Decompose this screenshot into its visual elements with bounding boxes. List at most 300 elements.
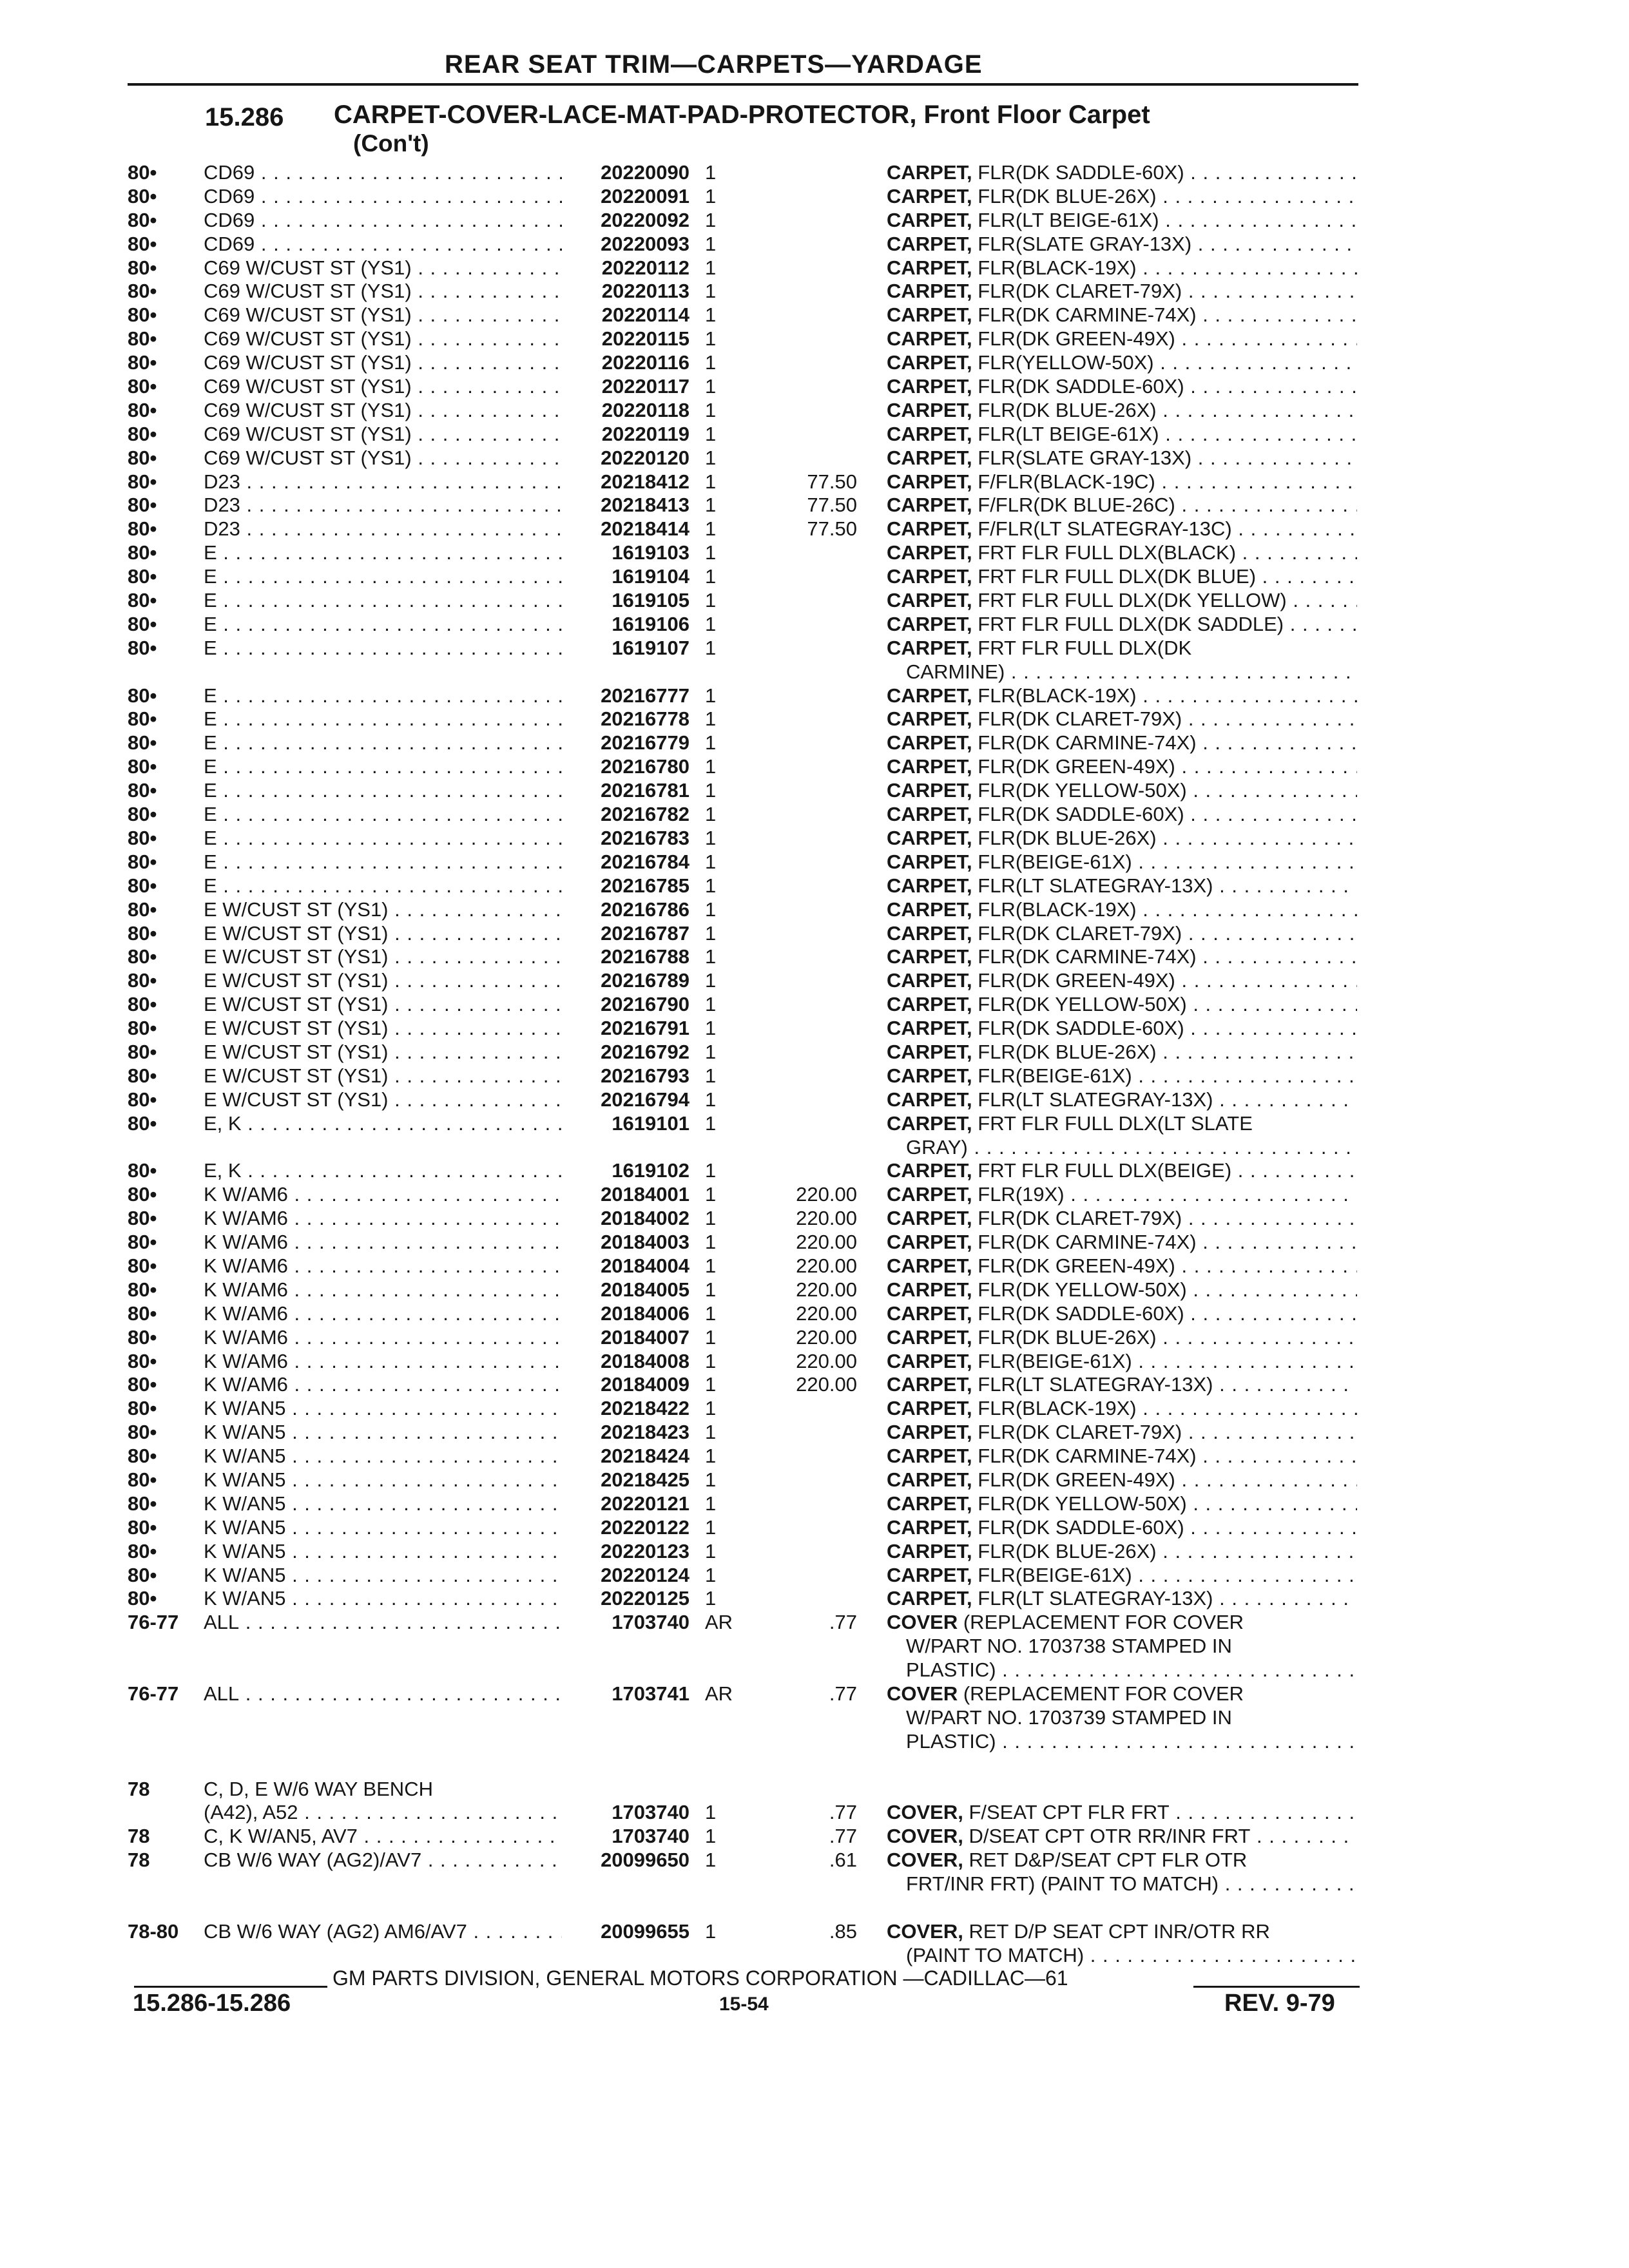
table-row — [0, 423, 1629, 447]
description-keyword: CARPET, — [887, 351, 972, 374]
description-text: FLR(LT BEIGE-61X) — [972, 208, 1159, 231]
part-number-cell: 20220125 — [601, 1587, 689, 1610]
year-cell: 80• — [128, 993, 157, 1016]
table-row — [0, 399, 1629, 423]
part-number-cell: 20220121 — [601, 1492, 689, 1515]
description-cell — [887, 1112, 1357, 1136]
part-number-cell: 20220093 — [601, 232, 689, 255]
model-cell: C69 W/CUST ST (YS1) . . . — [204, 423, 562, 447]
year-cell: 80• — [128, 1183, 157, 1206]
year-cell: 80• — [128, 755, 157, 778]
part-number-cell: 20218413 — [601, 494, 689, 517]
description-text: FRT/INR FRT) (PAINT TO MATCH) — [906, 1872, 1219, 1896]
table-row — [0, 1706, 1629, 1730]
model-cell: C, D, E W/6 WAY BENCH — [204, 1777, 433, 1800]
parts-list — [0, 161, 1629, 1968]
quantity-cell: 1 — [705, 1825, 717, 1848]
quantity-cell: 1 — [705, 755, 717, 778]
part-number-cell: 1619103 — [612, 541, 689, 564]
description-keyword: CARPET, — [887, 850, 972, 873]
description-cell — [906, 1944, 1357, 1968]
description-keyword: CARPET, — [887, 1468, 972, 1491]
description-cell — [887, 1326, 1357, 1350]
price-cell: 220.00 — [796, 1254, 857, 1277]
description-cell — [887, 1682, 1357, 1706]
quantity-cell: 1 — [705, 589, 717, 612]
year-cell: 80• — [128, 1397, 157, 1420]
part-number-cell: 20220122 — [601, 1515, 689, 1539]
description-cell — [887, 470, 1357, 494]
description-cell — [887, 327, 1357, 351]
year-cell: 80• — [128, 1088, 157, 1111]
quantity-cell: 1 — [705, 1801, 717, 1824]
price-cell: .77 — [829, 1611, 857, 1634]
description-cell — [887, 637, 1357, 660]
table-row — [0, 1254, 1629, 1278]
part-number-cell: 20216790 — [601, 993, 689, 1016]
part-number-cell: 20184004 — [601, 1254, 689, 1277]
model-cell: C69 W/CUST ST (YS1) . . . — [204, 327, 562, 351]
model-cell: K W/AM6 . . . — [204, 1231, 562, 1254]
quantity-cell: 1 — [705, 1421, 717, 1444]
description-keyword: CARPET, — [887, 1183, 972, 1206]
model-cell: C69 W/CUST ST (YS1) . . . — [204, 351, 562, 375]
description-cell — [887, 494, 1357, 517]
quantity-cell: 1 — [705, 232, 717, 255]
description-cell — [887, 1231, 1357, 1254]
quantity-cell: 1 — [705, 850, 717, 873]
model-cell: E . . . — [204, 637, 562, 660]
description-text: FLR(DK BLUE-26X) — [972, 184, 1157, 207]
description-cell — [887, 209, 1357, 233]
footer-page-number: 15-54 — [719, 1994, 769, 2015]
model-cell: E W/CUST ST (YS1) . . . — [204, 1088, 562, 1112]
description-text: FRT FLR FULL DLX(BLACK) — [972, 541, 1237, 564]
model-cell: E W/CUST ST (YS1) . . . — [204, 945, 562, 969]
description-keyword: CARPET, — [887, 779, 972, 802]
year-cell: 80• — [128, 1421, 157, 1444]
part-number-cell: 20184007 — [601, 1325, 689, 1349]
table-row — [0, 470, 1629, 494]
description-cell — [887, 1587, 1357, 1611]
part-number-cell: 20216780 — [601, 755, 689, 778]
table-row — [0, 1397, 1629, 1421]
price-cell: 220.00 — [796, 1183, 857, 1206]
part-number-cell: 20220092 — [601, 208, 689, 231]
model-cell: E . . . — [204, 565, 562, 589]
year-cell: 80• — [128, 1064, 157, 1087]
description-text: FRT FLR FULL DLX(DK YELLOW) — [972, 589, 1287, 612]
part-number-cell: 20218424 — [601, 1445, 689, 1468]
table-row — [0, 1088, 1629, 1112]
year-cell: 80• — [128, 351, 157, 374]
year-cell: 80• — [128, 1278, 157, 1301]
table-row — [0, 1159, 1629, 1183]
table-row — [0, 1445, 1629, 1468]
price-cell: 77.50 — [807, 494, 857, 517]
model-cell: C, K W/AN5, AV7 . . . — [204, 1825, 562, 1849]
table-row — [0, 1516, 1629, 1540]
quantity-cell: 1 — [705, 375, 717, 398]
year-cell: 78 — [128, 1825, 150, 1848]
description-text: FLR(LT BEIGE-61X) — [972, 422, 1159, 445]
part-number-cell: 20220119 — [601, 422, 689, 445]
year-cell: 80• — [128, 1445, 157, 1468]
description-keyword: CARPET, — [887, 589, 972, 612]
description-cell — [887, 1421, 1357, 1445]
description-cell — [887, 969, 1357, 993]
description-keyword: CARPET, — [887, 422, 972, 445]
year-cell: 80• — [128, 280, 157, 303]
model-cell: CB W/6 WAY (AG2) AM6/AV7 . . . — [204, 1920, 562, 1944]
quantity-cell: 1 — [705, 280, 717, 303]
quantity-cell: 1 — [705, 517, 717, 541]
table-row — [0, 1064, 1629, 1088]
description-keyword: CARPET, — [887, 1040, 972, 1063]
description-keyword: CARPET, — [887, 1397, 972, 1420]
quantity-cell: 1 — [705, 256, 717, 279]
year-cell: 80• — [128, 1017, 157, 1040]
quantity-cell: 1 — [705, 826, 717, 849]
year-cell: 80• — [128, 1207, 157, 1230]
year-cell: 80• — [128, 541, 157, 564]
model-cell: C69 W/CUST ST (YS1) . . . — [204, 447, 562, 470]
quantity-cell: 1 — [705, 1349, 717, 1372]
quantity-cell: 1 — [705, 1088, 717, 1111]
description-cell — [887, 447, 1357, 470]
table-row — [0, 1658, 1629, 1682]
table-row — [0, 803, 1629, 827]
table-row — [0, 1944, 1629, 1968]
model-cell: CD69 . . . — [204, 185, 562, 209]
year-cell: 80• — [128, 517, 157, 541]
description-cell — [906, 1730, 1357, 1754]
part-number-cell: 20216784 — [601, 850, 689, 873]
description-keyword: CARPET, — [887, 1492, 972, 1515]
price-cell: .85 — [829, 1919, 857, 1943]
description-cell — [887, 1825, 1357, 1849]
quantity-cell: 1 — [705, 874, 717, 897]
model-cell: ALL . . . — [204, 1682, 562, 1706]
year-cell: 80• — [128, 874, 157, 897]
table-row — [0, 1041, 1629, 1064]
description-cell — [887, 684, 1357, 708]
model-cell: K W/AN5 . . . — [204, 1421, 562, 1445]
description-text: FLR(DK CLARET-79X) — [972, 707, 1182, 731]
part-number-cell: 20216793 — [601, 1064, 689, 1087]
description-text: FLR(DK BLUE-26X) — [972, 1325, 1157, 1349]
description-keyword: CARPET, — [887, 184, 972, 207]
table-row — [0, 1136, 1629, 1160]
model-cell: CB W/6 WAY (AG2)/AV7 . . . — [204, 1849, 562, 1872]
description-keyword: CARPET, — [887, 898, 972, 921]
part-number-cell: 20220123 — [601, 1539, 689, 1562]
quantity-cell: 1 — [705, 1064, 717, 1087]
description-text: FLR(BEIGE-61X) — [972, 1064, 1132, 1087]
description-cell — [887, 803, 1357, 827]
quantity-cell: 1 — [705, 327, 717, 351]
description-keyword: CARPET, — [887, 707, 972, 731]
description-cell — [887, 993, 1357, 1017]
description-keyword: CARPET, — [887, 1278, 972, 1301]
description-cell — [887, 779, 1357, 803]
description-text: FLR(BEIGE-61X) — [972, 850, 1132, 873]
description-cell — [887, 375, 1357, 399]
part-number-cell: 20218423 — [601, 1421, 689, 1444]
description-text: FLR(BEIGE-61X) — [972, 1349, 1132, 1372]
description-text: FLR(LT SLATEGRAY-13X) — [972, 1088, 1213, 1111]
year-cell: 80• — [128, 1587, 157, 1610]
table-row — [0, 1373, 1629, 1397]
part-number-cell: 1619107 — [612, 636, 689, 659]
model-cell: K W/AN5 . . . — [204, 1516, 562, 1540]
description-cell — [887, 303, 1357, 327]
part-number-cell: 1703740 — [612, 1825, 689, 1848]
table-row — [0, 494, 1629, 517]
description-text: FRT FLR FULL DLX(DK — [972, 636, 1192, 659]
part-number-cell: 20216787 — [601, 921, 689, 945]
description-keyword: CARPET, — [887, 541, 972, 564]
model-cell: D23 . . . — [204, 517, 562, 541]
quantity-cell: 1 — [705, 1017, 717, 1040]
year-cell: 80• — [128, 1254, 157, 1277]
part-number-cell: 20099650 — [601, 1849, 689, 1872]
quantity-cell: 1 — [705, 1183, 717, 1206]
quantity-cell: 1 — [705, 921, 717, 945]
description-cell — [887, 1064, 1357, 1088]
part-number-cell: 20184008 — [601, 1349, 689, 1372]
model-cell: E . . . — [204, 850, 562, 874]
model-cell: (A42), A52 . . . — [204, 1801, 562, 1825]
table-row — [0, 1326, 1629, 1350]
description-cell — [887, 1540, 1357, 1564]
description-text: FLR(DK YELLOW-50X) — [972, 1278, 1187, 1301]
part-number-cell: 20216777 — [601, 684, 689, 707]
description-text: FLR(SLATE GRAY-13X) — [972, 446, 1192, 469]
description-text: (REPLACEMENT FOR COVER — [958, 1682, 1244, 1705]
description-cell — [887, 565, 1357, 589]
description-keyword: CARPET, — [887, 232, 972, 255]
table-row — [0, 233, 1629, 256]
table-row — [0, 447, 1629, 470]
description-keyword: CARPET, — [887, 161, 972, 184]
part-number-cell: 20216779 — [601, 731, 689, 754]
description-text: FRT FLR FULL DLX(LT SLATE — [972, 1111, 1253, 1135]
year-cell: 80• — [128, 850, 157, 873]
quantity-cell: 1 — [705, 1919, 717, 1943]
description-keyword: CARPET, — [887, 1254, 972, 1277]
part-number-cell: 20216789 — [601, 969, 689, 992]
description-keyword: CARPET, — [887, 1159, 972, 1182]
part-number-cell: 1619102 — [612, 1159, 689, 1182]
price-cell: .77 — [829, 1801, 857, 1824]
description-keyword: COVER, — [887, 1849, 963, 1872]
model-cell: E W/CUST ST (YS1) . . . — [204, 898, 562, 922]
quantity-cell: 1 — [705, 803, 717, 826]
description-text: FLR(19X) — [972, 1183, 1065, 1206]
table-row — [0, 993, 1629, 1017]
part-number-cell: 20184003 — [601, 1231, 689, 1254]
quantity-cell: 1 — [705, 1587, 717, 1610]
table-row — [0, 1587, 1629, 1611]
table-row — [0, 1540, 1629, 1564]
table-row — [0, 280, 1629, 303]
section-title-rest: Front Floor Carpet — [916, 101, 1150, 129]
description-cell — [887, 1302, 1357, 1326]
description-text: FLR(BLACK-19X) — [972, 898, 1137, 921]
description-cell — [906, 1872, 1357, 1896]
model-cell: K W/AM6 . . . — [204, 1254, 562, 1278]
model-cell: K W/AN5 . . . — [204, 1445, 562, 1468]
table-row — [0, 303, 1629, 327]
year-cell: 80• — [128, 470, 157, 493]
description-cell — [887, 1373, 1357, 1397]
table-row — [0, 731, 1629, 755]
description-keyword: CARPET, — [887, 731, 972, 754]
quantity-cell: 1 — [705, 1849, 717, 1872]
footer-revision: REV. 9-79 — [1224, 1990, 1335, 2017]
table-row — [0, 945, 1629, 969]
description-text: F/FLR(BLACK-19C) — [972, 470, 1155, 493]
quantity-cell: 1 — [705, 446, 717, 469]
model-cell: E . . . — [204, 731, 562, 755]
year-cell: 80• — [128, 446, 157, 469]
quantity-cell: 1 — [705, 565, 717, 588]
page-header-title: REAR SEAT TRIM—CARPETS—YARDAGE — [445, 50, 983, 79]
part-number-cell: 20216781 — [601, 779, 689, 802]
table-row — [0, 874, 1629, 898]
part-number-cell: 1619105 — [612, 589, 689, 612]
model-cell: K W/AN5 . . . — [204, 1492, 562, 1516]
description-text: D/SEAT CPT OTR RR/INR FRT — [963, 1825, 1251, 1848]
description-keyword: CARPET, — [887, 446, 972, 469]
table-row — [0, 684, 1629, 708]
table-row — [0, 589, 1629, 613]
table-row — [0, 1278, 1629, 1302]
year-cell: 80• — [128, 589, 157, 612]
description-text: F/FLR(DK BLUE-26C) — [972, 494, 1175, 517]
quantity-cell: 1 — [705, 208, 717, 231]
table-row — [0, 1896, 1629, 1920]
description-text: FLR(DK SADDLE-60X) — [972, 161, 1184, 184]
description-text: FLR(DK BLUE-26X) — [972, 826, 1157, 849]
description-cell — [887, 1183, 1357, 1207]
description-cell — [887, 1397, 1357, 1421]
year-cell: 80• — [128, 375, 157, 398]
table-row — [0, 256, 1629, 280]
quantity-cell: 1 — [705, 731, 717, 754]
description-keyword: COVER — [887, 1682, 958, 1705]
year-cell: 80• — [128, 1492, 157, 1515]
part-number-cell: 20220091 — [601, 184, 689, 207]
description-text: CARMINE) — [906, 660, 1005, 683]
description-keyword: CARPET, — [887, 874, 972, 897]
description-keyword: CARPET, — [887, 803, 972, 826]
year-cell: 80• — [128, 898, 157, 921]
table-row — [0, 1872, 1629, 1896]
description-text: FLR(DK SADDLE-60X) — [972, 375, 1184, 398]
price-cell: 220.00 — [796, 1278, 857, 1301]
description-keyword: CARPET, — [887, 1231, 972, 1254]
model-cell: E W/CUST ST (YS1) . . . — [204, 1017, 562, 1041]
price-cell: 220.00 — [796, 1325, 857, 1349]
model-cell: CD69 . . . — [204, 161, 562, 185]
year-cell: 80• — [128, 1325, 157, 1349]
part-number-cell: 20220116 — [601, 351, 689, 374]
description-cell — [887, 1849, 1357, 1872]
description-text: (PAINT TO MATCH) — [906, 1943, 1084, 1966]
model-cell: ALL . . . — [204, 1611, 562, 1635]
quantity-cell: 1 — [705, 1278, 717, 1301]
quantity-cell: 1 — [705, 636, 717, 659]
section-title-bold: CARPET-COVER-LACE-MAT-PAD-PROTECTOR, — [334, 101, 917, 129]
year-cell: 80• — [128, 422, 157, 445]
description-text: FLR(DK YELLOW-50X) — [972, 1492, 1187, 1515]
model-cell: E . . . — [204, 613, 562, 637]
table-row — [0, 1492, 1629, 1516]
quantity-cell: 1 — [705, 779, 717, 802]
description-text: FLR(DK BLUE-26X) — [972, 398, 1157, 421]
description-cell — [887, 1920, 1357, 1944]
description-cell — [887, 185, 1357, 209]
description-text: FLR(DK CLARET-79X) — [972, 1207, 1182, 1230]
description-keyword: CARPET, — [887, 1445, 972, 1468]
quantity-cell: 1 — [705, 684, 717, 707]
year-cell: 80• — [128, 779, 157, 802]
part-number-cell: 20184002 — [601, 1207, 689, 1230]
table-row — [0, 1468, 1629, 1492]
model-cell: C69 W/CUST ST (YS1) . . . — [204, 256, 562, 280]
table-row — [0, 1730, 1629, 1754]
table-row — [0, 1754, 1629, 1778]
quantity-cell: 1 — [705, 898, 717, 921]
table-row — [0, 1017, 1629, 1041]
part-number-cell: 1703740 — [612, 1801, 689, 1824]
footer-rule-right — [1193, 1986, 1360, 1988]
table-row — [0, 779, 1629, 803]
year-cell: 80• — [128, 327, 157, 351]
description-keyword: CARPET, — [887, 327, 972, 351]
year-cell: 76-77 — [128, 1682, 179, 1705]
model-cell: E . . . — [204, 589, 562, 613]
price-cell: 77.50 — [807, 517, 857, 541]
year-cell: 80• — [128, 303, 157, 327]
quantity-cell: 1 — [705, 1445, 717, 1468]
model-cell: K W/AN5 . . . — [204, 1564, 562, 1588]
model-cell: E . . . — [204, 779, 562, 803]
description-keyword: COVER, — [887, 1919, 963, 1943]
description-keyword: CARPET, — [887, 303, 972, 327]
section-number: 15.286 — [205, 103, 284, 131]
model-cell: K W/AM6 . . . — [204, 1207, 562, 1231]
part-number-cell: 20184009 — [601, 1373, 689, 1396]
quantity-cell: 1 — [705, 993, 717, 1016]
part-number-cell: 20220112 — [601, 256, 689, 279]
description-text: GRAY) — [906, 1135, 968, 1158]
model-cell: E W/CUST ST (YS1) . . . — [204, 993, 562, 1017]
description-text: FLR(DK GREEN-49X) — [972, 1468, 1175, 1491]
table-row — [0, 1231, 1629, 1254]
section-title — [334, 101, 1150, 130]
description-text: FLR(SLATE GRAY-13X) — [972, 232, 1192, 255]
quantity-cell: 1 — [705, 470, 717, 493]
part-number-cell: 20184005 — [601, 1278, 689, 1301]
model-cell: E . . . — [204, 707, 562, 731]
table-row — [0, 637, 1629, 660]
quantity-cell: 1 — [705, 1254, 717, 1277]
price-cell: 220.00 — [796, 1302, 857, 1325]
quantity-cell: 1 — [705, 1373, 717, 1396]
